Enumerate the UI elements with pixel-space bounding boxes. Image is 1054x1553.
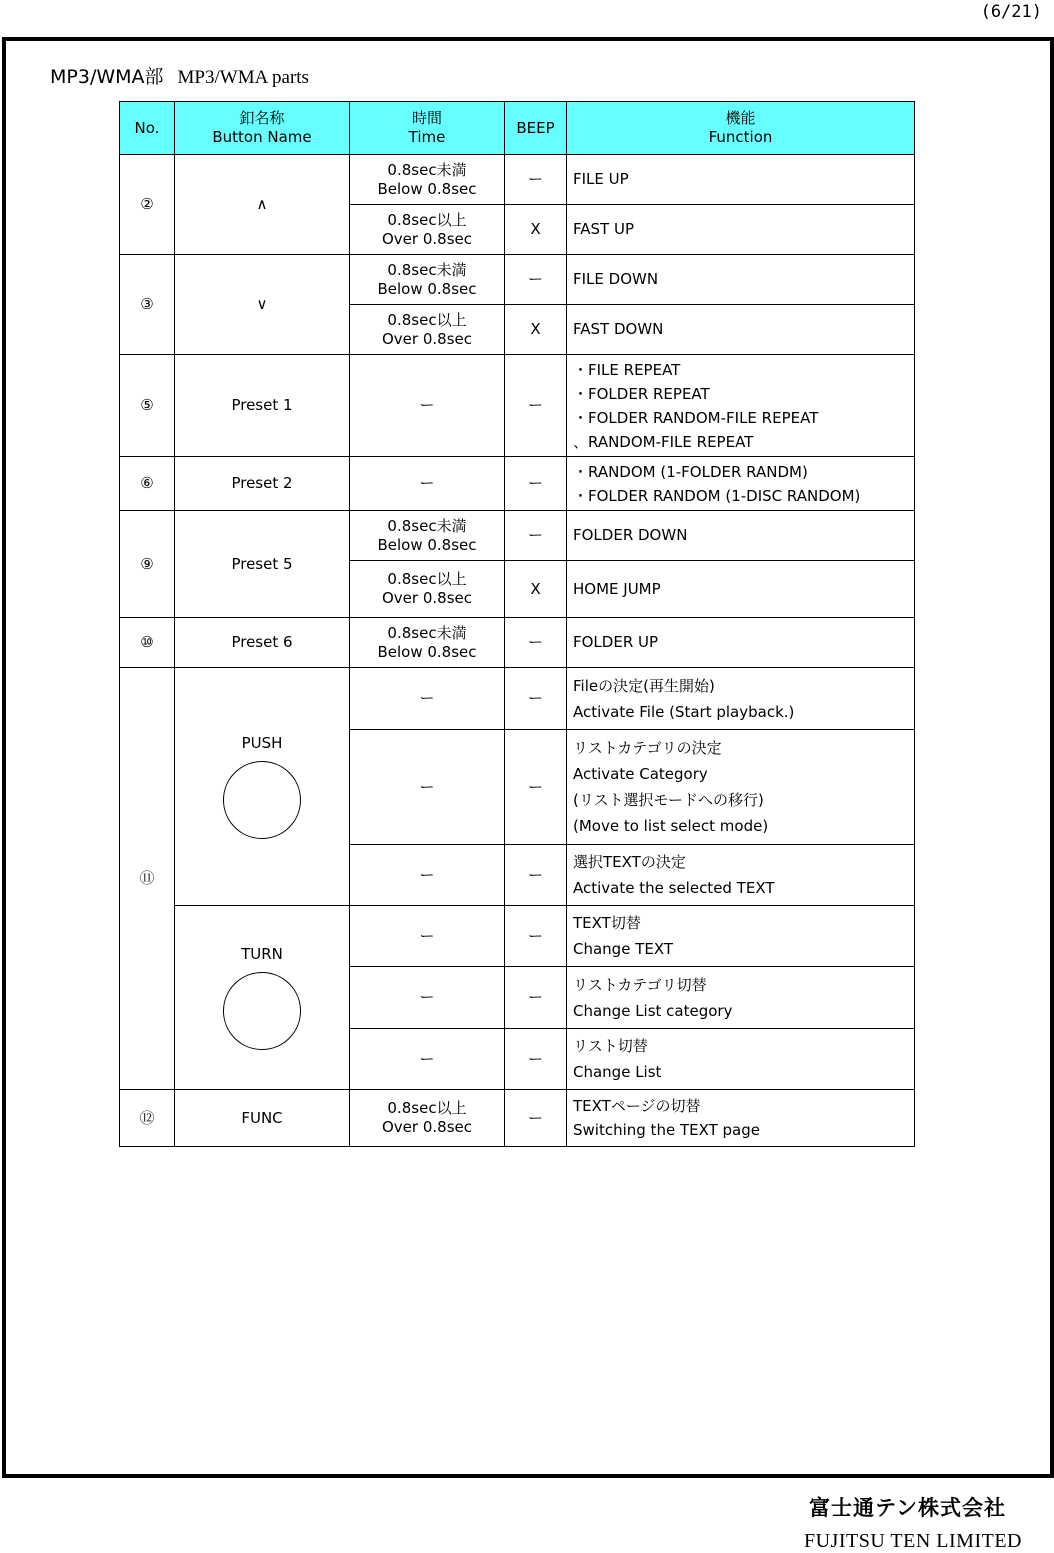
beep-cell: ー — [505, 906, 567, 967]
function-cell: リスト切替 Change List — [567, 1029, 915, 1090]
time-cell: 0.8sec以上 Over 0.8sec — [350, 205, 505, 255]
table-row — [120, 457, 915, 511]
section-title — [50, 62, 309, 89]
function-cell: ・RANDOM (1-FOLDER RANDM) ・FOLDER RANDOM (1-DISC RANDOM) — [567, 457, 915, 511]
page-number: (6/21) — [980, 2, 1042, 22]
beep-cell: ー — [505, 255, 567, 305]
header-button-name: 釦名称 Button Name — [175, 102, 350, 155]
beep-cell: ー — [505, 355, 567, 457]
table-row — [120, 668, 915, 730]
time-cell: ー — [350, 967, 505, 1029]
function-cell: 選択TEXTの決定 Activate the selected TEXT — [567, 845, 915, 906]
header-time: 時間 Time — [350, 102, 505, 155]
button-name: Preset 1 — [175, 355, 350, 457]
time-cell: ー — [350, 1029, 505, 1090]
time-cell: 0.8sec以上 Over 0.8sec — [350, 561, 505, 618]
beep-cell: ー — [505, 730, 567, 845]
button-name: ∧ — [175, 155, 350, 255]
header-no: No. — [120, 102, 175, 155]
time-cell: 0.8sec以上 Over 0.8sec — [350, 305, 505, 355]
function-cell: FOLDER UP — [567, 618, 915, 668]
function-cell: Fileの決定(再生開始) Activate File (Start playback.) — [567, 668, 915, 730]
time-cell: 0.8sec以上 Over 0.8sec — [350, 1090, 505, 1147]
function-cell: ・FILE REPEAT ・FOLDER REPEAT ・FOLDER RANDOM-FILE REPEAT 、RANDOM-FILE REPEAT — [567, 355, 915, 457]
beep-cell: ー — [505, 155, 567, 205]
button-function-table — [119, 101, 915, 1147]
row-no: ⑩ — [120, 618, 175, 668]
table-row — [120, 511, 915, 561]
beep-cell: ー — [505, 457, 567, 511]
button-name: Preset 2 — [175, 457, 350, 511]
table-row — [120, 355, 915, 457]
header-function: 機能 Function — [567, 102, 915, 155]
beep-cell: ー — [505, 511, 567, 561]
function-cell: FAST DOWN — [567, 305, 915, 355]
time-cell: ー — [350, 906, 505, 967]
function-cell: HOME JUMP — [567, 561, 915, 618]
beep-cell: X — [505, 561, 567, 618]
beep-cell: X — [505, 305, 567, 355]
row-no: ⑫ — [120, 1090, 175, 1147]
function-cell: TEXTページの切替 Switching the TEXT page — [567, 1090, 915, 1147]
push-knob-cell — [175, 668, 350, 906]
time-cell: 0.8sec未満 Below 0.8sec — [350, 255, 505, 305]
button-name: Preset 5 — [175, 511, 350, 618]
row-no: ⑥ — [120, 457, 175, 511]
beep-cell: X — [505, 205, 567, 255]
turn-knob-icon — [223, 972, 301, 1050]
button-name: ∨ — [175, 255, 350, 355]
push-knob-icon — [223, 761, 301, 839]
time-cell: ー — [350, 355, 505, 457]
row-no: ② — [120, 155, 175, 255]
table-row — [120, 906, 915, 967]
function-cell: FILE DOWN — [567, 255, 915, 305]
company-name-en: FUJITSU TEN LIMITED — [803, 1530, 1022, 1552]
beep-cell: ー — [505, 1090, 567, 1147]
function-cell: リストカテゴリ切替 Change List category — [567, 967, 915, 1029]
function-cell: FAST UP — [567, 205, 915, 255]
beep-cell: ー — [505, 967, 567, 1029]
turn-knob-cell — [175, 906, 350, 1090]
beep-cell: ー — [505, 618, 567, 668]
push-label: PUSH — [241, 734, 283, 753]
row-no: ③ — [120, 255, 175, 355]
function-cell: FOLDER DOWN — [567, 511, 915, 561]
company-name-jp: 富士通テン株式会社 — [809, 1496, 1006, 1520]
time-cell: ー — [350, 457, 505, 511]
row-no: ⑨ — [120, 511, 175, 618]
table-row — [120, 155, 915, 205]
time-cell: ー — [350, 730, 505, 845]
beep-cell: ー — [505, 1029, 567, 1090]
time-cell: ー — [350, 845, 505, 906]
table-header-row — [120, 102, 915, 155]
turn-label: TURN — [241, 945, 283, 964]
button-name: Preset 6 — [175, 618, 350, 668]
section-title-jp: MP3/WMA部 — [50, 66, 164, 88]
beep-cell: ー — [505, 668, 567, 730]
button-name: FUNC — [175, 1090, 350, 1147]
time-cell: 0.8sec未満 Below 0.8sec — [350, 511, 505, 561]
row-no: ⑤ — [120, 355, 175, 457]
table-row — [120, 618, 915, 668]
section-title-en: MP3/WMA parts — [177, 67, 309, 88]
table-row — [120, 1090, 915, 1147]
time-cell: 0.8sec未満 Below 0.8sec — [350, 155, 505, 205]
beep-cell: ー — [505, 845, 567, 906]
table-row — [120, 255, 915, 305]
header-beep: BEEP — [505, 102, 567, 155]
time-cell: 0.8sec未満 Below 0.8sec — [350, 618, 505, 668]
function-cell: TEXT切替 Change TEXT — [567, 906, 915, 967]
time-cell: ー — [350, 668, 505, 730]
function-cell: FILE UP — [567, 155, 915, 205]
row-no: ⑪ — [120, 668, 175, 1090]
function-cell: リストカテゴリの決定 Activate Category (リスト選択モードへの移行) (Move to list select mode) — [567, 730, 915, 845]
